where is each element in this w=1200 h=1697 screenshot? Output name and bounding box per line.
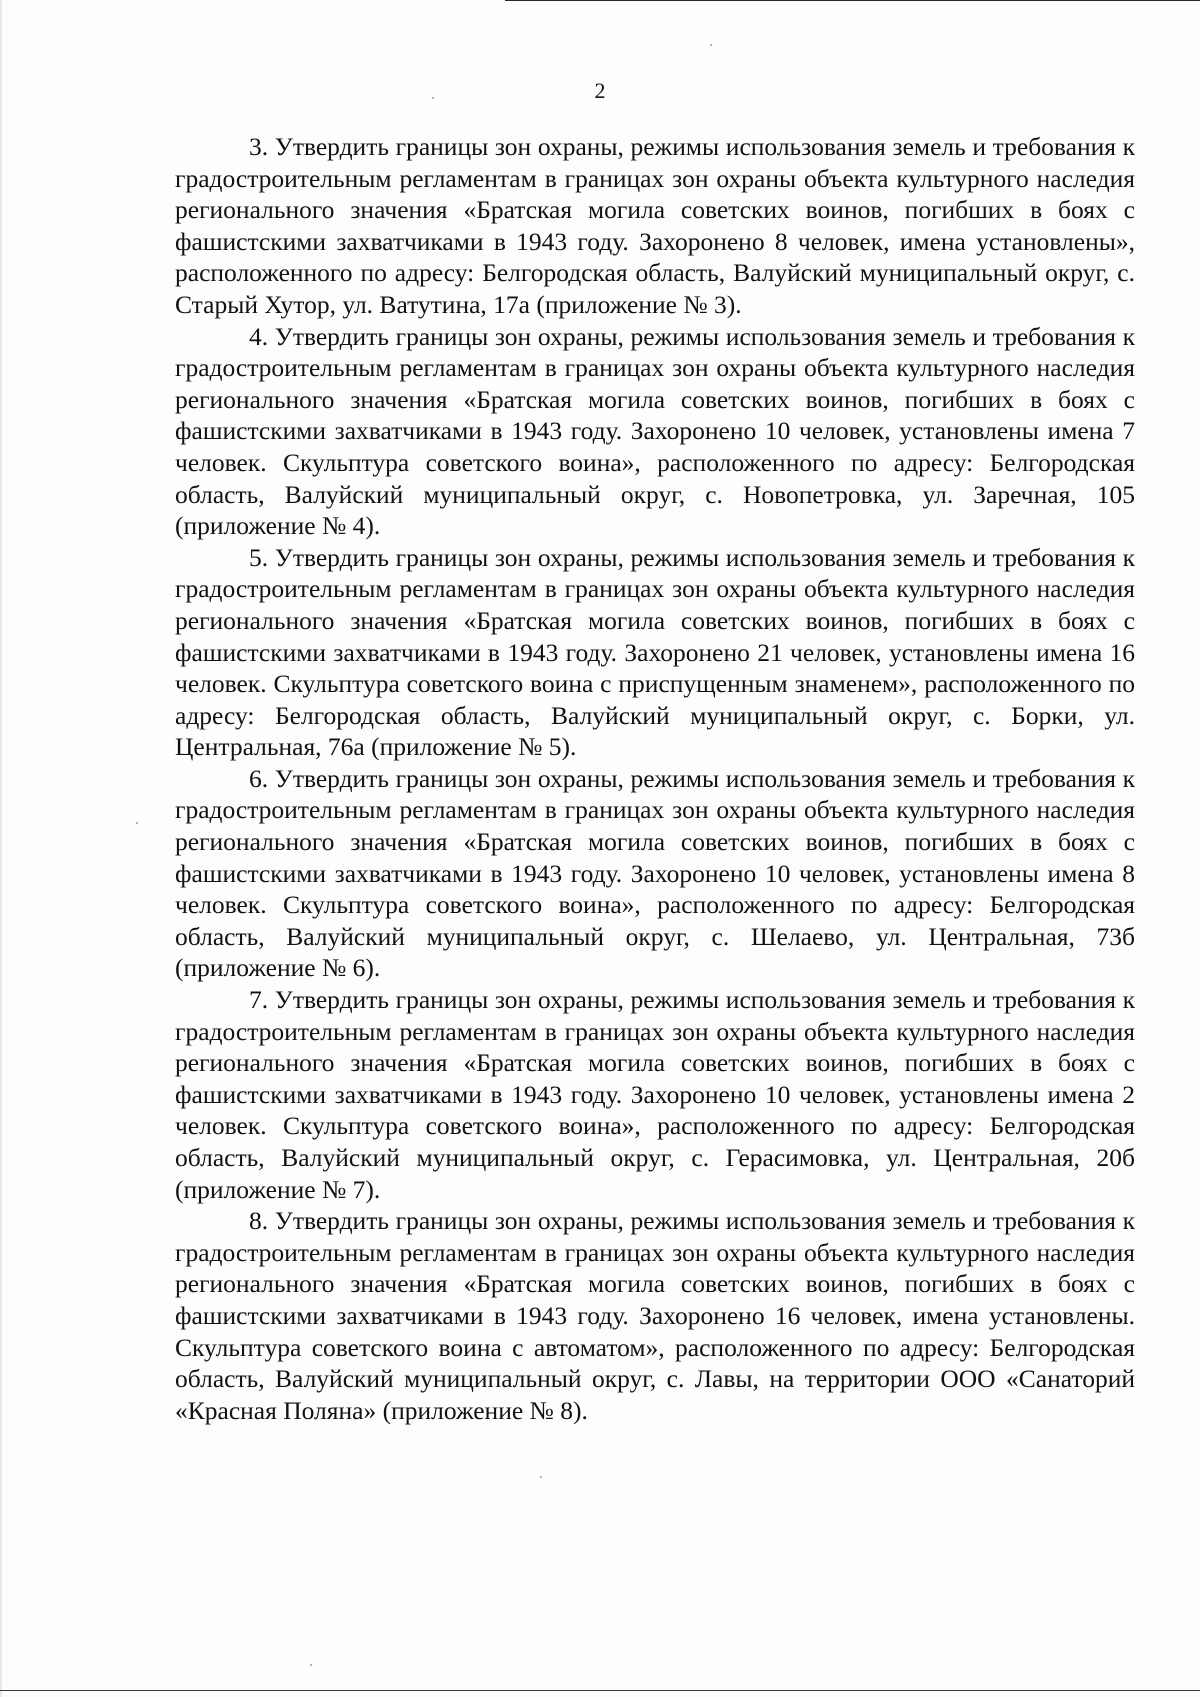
clause-4: 4. Утвердить границы зон охраны, режимы использования земель и требования к градостроительным регламентам в границах зон охраны объекта культурного наследия регионального значения «Братская могила советских воинов, погибших в боях с фашистскими захватчиками в 1943 году. Захоронено 10 человек, установлены имена 7 человек. Скульптура советского воина», расположенного по адресу: Белгородская область, Валуйский муниципальный округ, с. Новопетровка, ул. Заречная, 105 (приложение № 4). <box>175 321 1135 541</box>
scan-speck <box>310 1664 312 1666</box>
clause-8: 8. Утвердить границы зон охраны, режимы использования земель и требования к градостроительным регламентам в границах зон охраны объекта культурного наследия регионального значения «Братская могила советских воинов, погибших в боях с фашистскими захватчиками в 1943 году. Захоронено 16 человек, имена установлены. Скульптура советского воина с автоматом», расположенного по адресу: Белгородская область, Валуйский муниципальный округ, с. Лавы, на территории ООО «Санаторий «Красная Поляна» (приложение № 8). <box>175 1206 1135 1425</box>
clause-7: 7. Утвердить границы зон охраны, режимы использования земель и требования к градостроительным регламентам в границах зон охраны объекта культурного наследия регионального значения «Братская могила советских воинов, погибших в боях с фашистскими захватчиками в 1943 году. Захоронено 10 человек, установлены имена 2 человек. Скульптура советского воина», расположенного по адресу: Белгородская область, Валуйский муниципальный округ, с. Герасимовка, ул. Центральная, 20б (приложение № 7). <box>175 985 1135 1204</box>
document-body <box>175 131 1135 1426</box>
clause-6: 6. Утвердить границы зон охраны, режимы использования земель и требования к градостроительным регламентам в границах зон охраны объекта культурного наследия регионального значения «Братская могила советских воинов, погибших в боях с фашистскими захватчиками в 1943 году. Захоронено 10 человек, установлены имена 8 человек. Скульптура советского воина», расположенного по адресу: Белгородская область, Валуйский муниципальный округ, с. Шелаево, ул. Центральная, 73б (приложение № 6). <box>175 763 1135 983</box>
scan-bottom-edge-line <box>0 1690 1200 1691</box>
scan-speck <box>136 822 138 824</box>
scan-top-edge-line <box>505 0 1200 1</box>
clause-5: 5. Утвердить границы зон охраны, режимы использования земель и требования к градостроительным регламентам в границах зон охраны объекта культурного наследия регионального значения «Братская могила советских воинов, погибших в боях с фашистскими захватчиками в 1943 году. Захоронено 21 человек, установлены имена 16 человек. Скульптура советского воина с приспущенным знаменем», расположенного по адресу: Белгородская область, Валуйский муниципальный округ, с. Борки, ул. Центральная, 76а (приложение № 5). <box>175 542 1135 762</box>
clause-3: 3. Утвердить границы зон охраны, режимы использования земель и требования к градостроительным регламентам в границах зон охраны объекта культурного наследия регионального значения «Братская могила советских воинов, погибших в боях с фашистскими захватчиками в 1943 году. Захоронено 8 человек, имена установлены», расположенного по адресу: Белгородская область, Валуйский муниципальный округ, с. Старый Хутор, ул. Ватутина, 17а (приложение № 3). <box>175 132 1135 319</box>
page-number: 2 <box>594 78 606 103</box>
scan-speck <box>710 44 712 46</box>
scan-speck <box>540 1476 542 1478</box>
scan-left-edge <box>0 0 2 1697</box>
